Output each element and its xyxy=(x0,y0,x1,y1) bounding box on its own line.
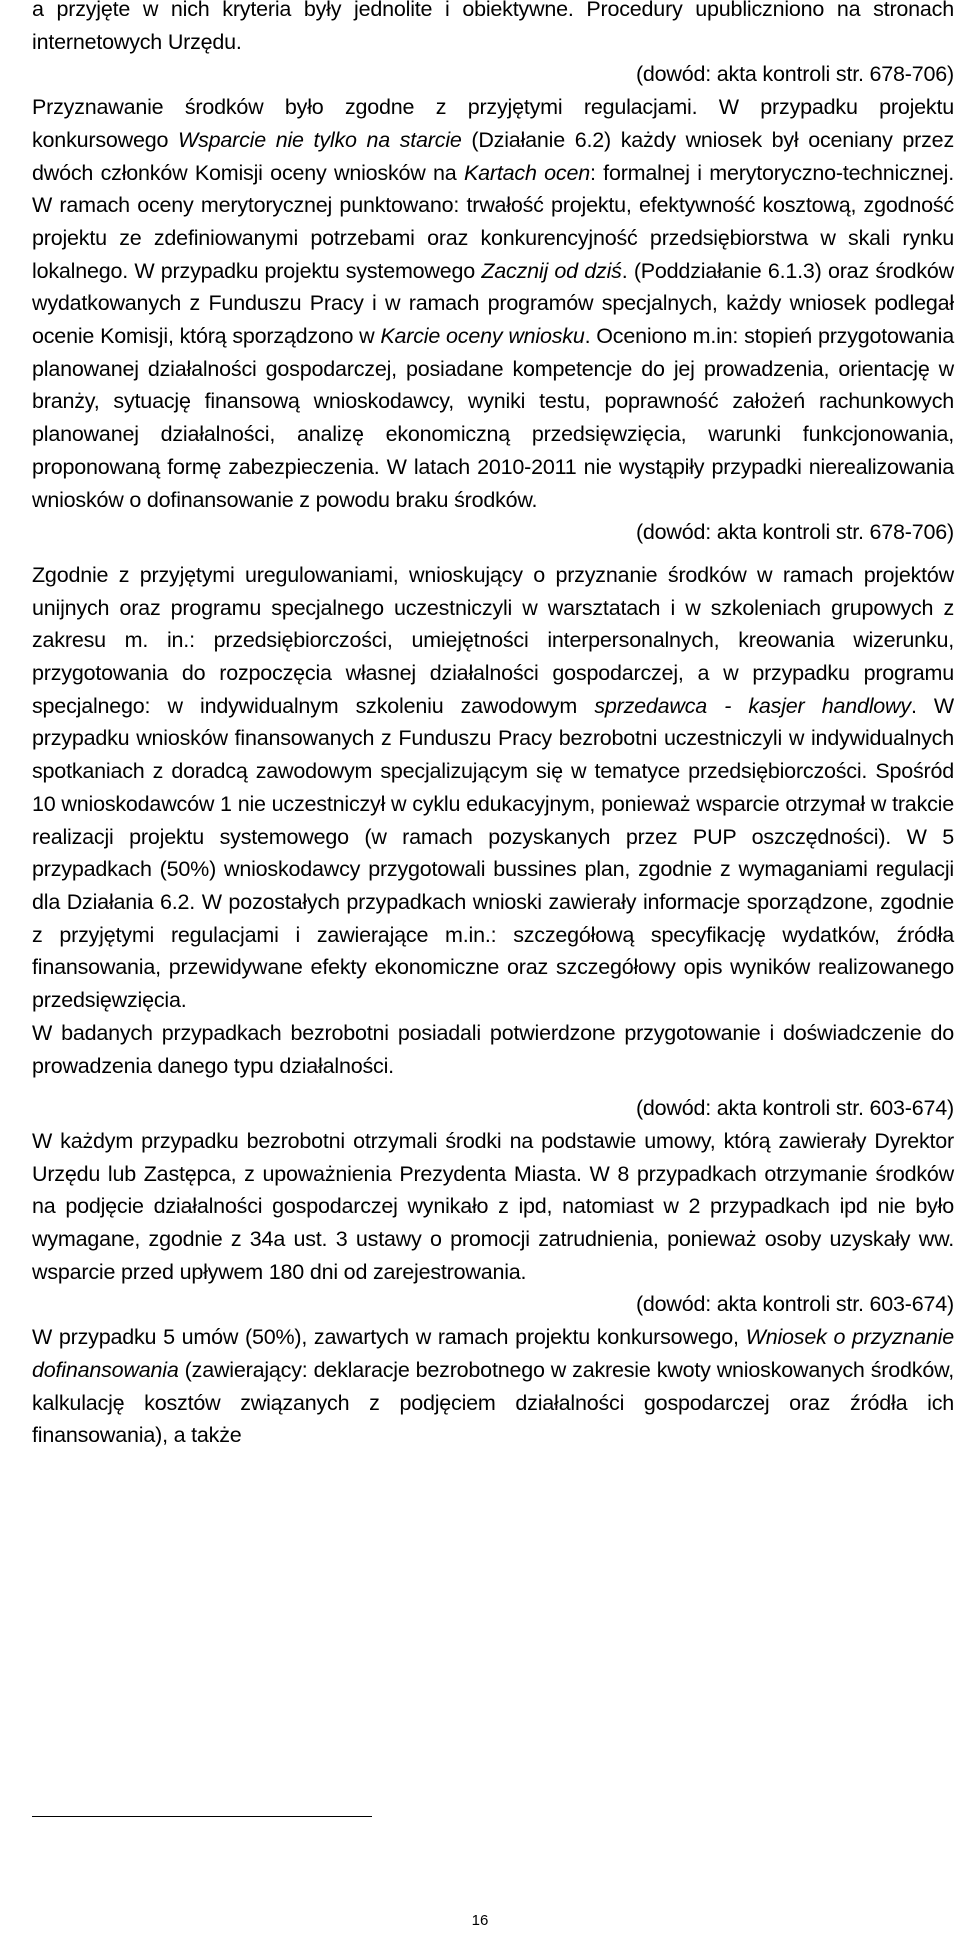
text-run: (Działanie 6.2) każdy wniosek był oceniany przez dwóch członków Komisji oceny wniosków na xyxy=(32,127,954,185)
paragraph xyxy=(32,91,954,516)
text-run: . Oceniono m.in: stopień przygotowania planowanej działalności gospodarczej, posiadane kompetencje do jej prowadzenia, orientację w branży, sytuację finansową wnioskodawcy, wyniki testu, poprawność założeń rachunkowych planowanej działalności, analizę ekonomiczną przedsięwzięcia, warunki funkcjonowania, proponowaną formę zabezpieczenia. W latach 2010-2011 nie wystąpiły przypadki nierealizowania wniosków o dofinansowanie z powodu braku środków. xyxy=(32,324,954,512)
evidence-reference xyxy=(32,516,954,549)
italic-text: sprzedawca - kasjer handlowy xyxy=(594,693,911,718)
paragraph xyxy=(32,0,954,58)
footnote-separator xyxy=(32,1816,372,1817)
paragraph xyxy=(32,1017,954,1082)
text-run: . (Poddziałanie 6.1.3) oraz środków wydatkowanych z Funduszu Pracy i w ramach programów specjalnych, każdy wniosek podlegał ocenie Komisji, którą sporządzono w xyxy=(32,258,954,349)
text-run: (dowód: akta kontroli str. 603-674) xyxy=(635,1096,954,1121)
text-run: W każdym przypadku bezrobotni otrzymali środki na podstawie umowy, którą zawierały Dyrektor Urzędu lub Zastępca, z upoważnienia Prezydenta Miasta. W 8 przypadkach otrzymanie środków na podjęcie działalności gospodarczej wynikało z ipd, natomiast w 2 przypadkach ipd nie było wymagane, zgodnie z 34a ust. 3 ustawy o promocji zatrudnienia, ponieważ osoby uzyskały ww. wsparcie przed upływem 180 dni od zarejestrowania. xyxy=(32,1128,954,1284)
evidence-reference xyxy=(32,1092,954,1125)
text-run: (dowód: akta kontroli str. 678-706) xyxy=(635,62,954,87)
paragraph xyxy=(32,1321,954,1452)
text-run: a przyjęte w nich kryteria były jednolite i obiektywne. Procedury upubliczniono na stronach internetowych Urzędu. xyxy=(32,0,954,54)
paragraph xyxy=(32,559,954,1017)
italic-text: Wsparcie nie tylko na starcie xyxy=(177,127,462,152)
italic-text: Zacznij od dziś xyxy=(481,258,622,283)
italic-text: Kartach ocen xyxy=(464,160,590,185)
evidence-reference xyxy=(32,58,954,91)
text-run: . W przypadku wniosków finansowanych z Funduszu Pracy bezrobotni uczestniczyli w indywidualnych spotkaniach z doradcą zawodowym specjalizującym się w tematyce przedsiębiorczości. Spośród 10 wnioskodawców 1 nie uczestniczył w cyklu edukacyjnym, ponieważ wsparcie otrzymał w trakcie realizacji projektu systemowego (w ramach pozyskanych przez PUP oszczędności). W 5 przypadkach (50%) wnioskodawcy przygotowali bussines plan, zgodnie z wymaganiami regulacji dla Działania 6.2. W pozostałych przypadkach wnioski zawierały informacje sporządzone, zgodnie z przyjętymi regulacjami i zawierające m.in.: szczegółową specyfikację wydatków, źródła finansowania, przewidywane efekty ekonomiczne oraz szczegółowy opis wyników realizowanego przedsięwzięcia. xyxy=(32,693,954,1013)
text-run: W badanych przypadkach bezrobotni posiadali potwierdzone przygotowanie i doświadczenie do prowadzenia danego typu działalności. xyxy=(32,1020,954,1078)
text-run: Zgodnie z przyjętymi uregulowaniami, wnioskujący o przyznanie środków w ramach projektów unijnych oraz programu specjalnego uczestniczyli w warsztatach i w szkoleniach grupowych z zakresu m. in.: przedsiębiorczości, umiejętności interpersonalnych, kreowania wizerunku, przygotowania do rozpoczęcia własnej działalności gospodarczej, a w przypadku programu specjalnego: w indywidualnym szkoleniu zawodowym xyxy=(32,562,954,718)
evidence-reference xyxy=(32,1288,954,1321)
text-run: (dowód: akta kontroli str. 678-706) xyxy=(635,520,954,545)
italic-text: Karcie oceny wniosku xyxy=(380,324,585,349)
text-run: (dowód: akta kontroli str. 603-674) xyxy=(635,1292,954,1317)
text-run: : formalnej i merytoryczno-technicznej. W ramach oceny merytorycznej punktowano: trwałość projektu, efektywność kosztową, zgodność projektu ze zdefiniowanymi potrzebami oraz konkurencyjność przedsiębiorstwa w skali rynku lokalnego. W przypadku projektu systemowego xyxy=(32,160,954,283)
text-run: (zawierający: deklaracje bezrobotnego w zakresie kwoty wnioskowanych środków, kalkulację kosztów związanych z podjęciem działalności gospodarczej oraz źródła ich finansowania), a także xyxy=(32,1357,954,1448)
text-run: W przypadku 5 umów (50%), zawartych w ramach projektu konkursowego, xyxy=(32,1325,746,1350)
paragraph xyxy=(32,1125,954,1289)
page-number: 16 xyxy=(471,1912,489,1929)
text-run: Przyznawanie środków było zgodne z przyjętymi regulacjami. W przypadku projektu konkursowego xyxy=(32,95,954,152)
document-body xyxy=(32,0,954,1452)
italic-text: Wniosek o przyznanie dofinansowania xyxy=(32,1325,954,1382)
